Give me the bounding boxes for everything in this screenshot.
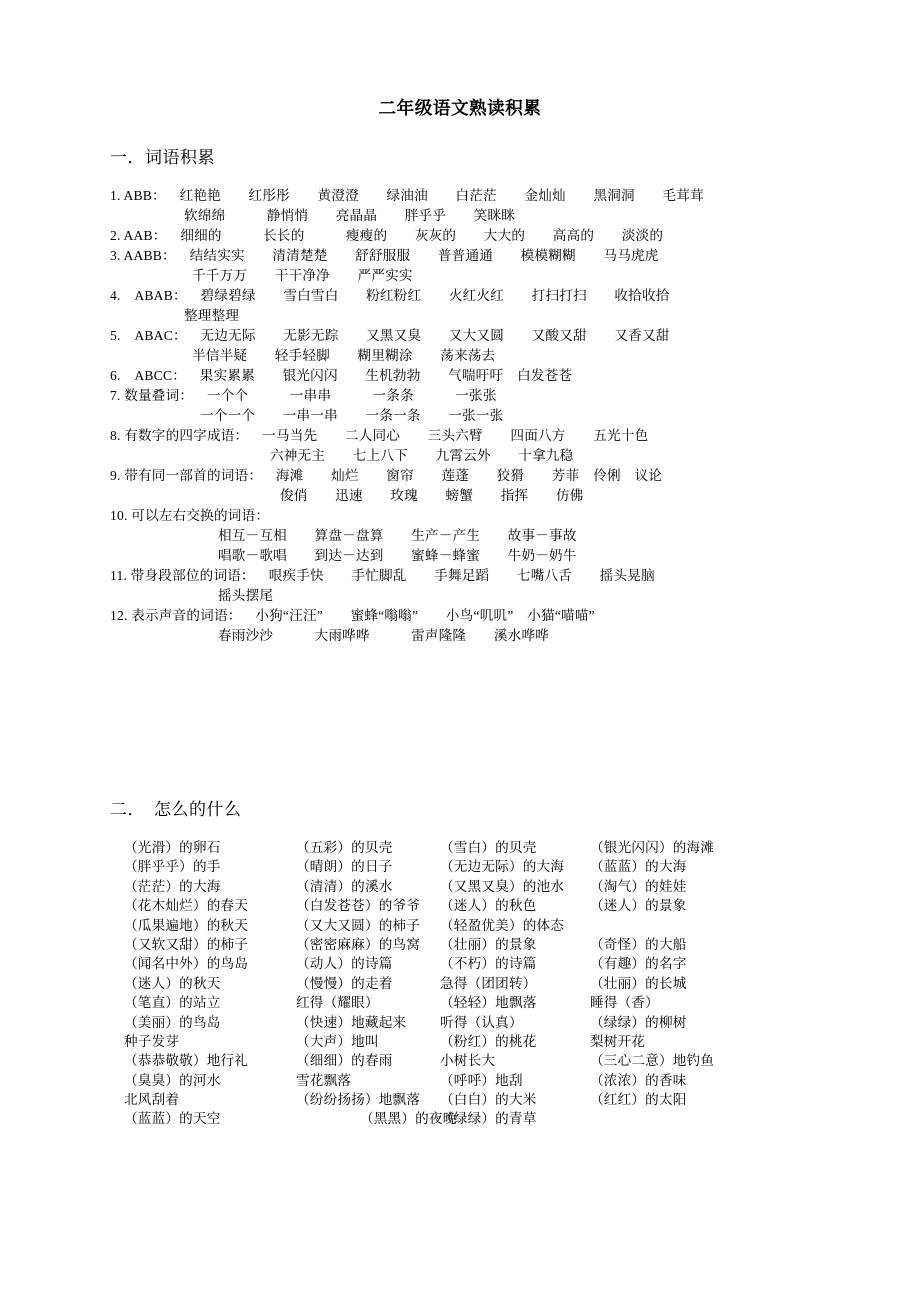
list-item-label: 1. ABB： <box>110 188 166 203</box>
phrase-row <box>110 954 910 973</box>
phrase-row <box>110 993 910 1012</box>
list-item <box>110 246 900 266</box>
phrase-cell: （动人）的诗篇 <box>296 956 393 972</box>
phrase-cell: （花木灿烂）的春天 <box>124 898 249 914</box>
phrase-cell: （茫茫）的大海 <box>124 878 221 894</box>
list-item <box>110 426 900 446</box>
phrase-cell: （壮丽）的长城 <box>590 975 687 991</box>
phrase-cell: （蓝蓝）的大海 <box>590 859 687 875</box>
list-item-words: 碧绿碧绿 雪白雪白 粉红粉红 火红火红 打扫打扫 收拾收拾 <box>186 288 670 303</box>
list-item-label: 4. ABAB： <box>110 288 187 303</box>
phrase-row <box>110 1051 910 1070</box>
list-item <box>110 386 900 406</box>
phrase-cell: （纷纷扬扬）地飘落 <box>296 1092 421 1108</box>
phrase-row <box>110 877 910 896</box>
phrase-row <box>110 974 910 993</box>
phrase-row <box>110 1071 910 1090</box>
list-item-continuation: 六神无主 七上八下 九霄云外 十拿九稳 <box>270 448 574 463</box>
phrase-cell: 北风刮着 <box>124 1092 180 1108</box>
list-item-label: 2. AAB： <box>110 228 167 243</box>
phrase-row <box>110 1109 910 1128</box>
list-item-label: 7. 数量叠词： <box>110 388 194 403</box>
list-item-label: 11. 带身段部位的词语： <box>110 568 255 583</box>
phrase-cell: 雪花飘落 <box>296 1072 352 1088</box>
phrase-cell: （又大又圆）的柿子 <box>296 917 421 933</box>
phrase-cell: （笔直）的站立 <box>124 995 221 1011</box>
phrase-cell: （细细）的春雨 <box>296 1053 393 1069</box>
list-item <box>110 566 900 586</box>
phrase-cell: （光滑）的卵石 <box>124 840 221 855</box>
phrase-cell: 听得（认真） <box>440 1014 523 1030</box>
list-item <box>110 506 900 526</box>
list-item-label: 5. ABAC： <box>110 328 187 343</box>
phrase-cell: （奇怪）的大船 <box>590 936 687 952</box>
phrase-cell: （三心二意）地钓鱼 <box>590 1053 715 1069</box>
phrase-cell: （淘气）的娃娃 <box>590 878 687 894</box>
phrase-cell: （红红）的太阳 <box>590 1092 687 1108</box>
list-item-continuation: 春雨沙沙 大雨哗哗 雷声隆隆 溪水哗哗 <box>218 628 550 643</box>
list-item-continuation: 相互－互相 算盘－盘算 生产－产生 故事－事故 <box>218 528 577 543</box>
phrase-cell: （蓝蓝）的天空 <box>124 1111 221 1127</box>
phrase-cell: （又黑又臭）的池水 <box>440 878 565 894</box>
list-item-continuation: 唱歌－歌唱 到达－达到 蜜蜂－蜂蜜 牛奶－奶牛 <box>218 548 577 563</box>
phrase-row <box>110 838 910 857</box>
list-item <box>110 326 900 346</box>
phrase-row <box>110 1032 910 1051</box>
list-item-label: 9. 带有同一部首的词语： <box>110 468 263 483</box>
phrase-cell: （美丽）的鸟岛 <box>124 1014 221 1030</box>
phrase-cell: （清清）的溪水 <box>296 878 393 894</box>
phrase-cell: （五彩）的贝壳 <box>296 840 393 855</box>
phrase-cell: 梨树开花 <box>590 1033 646 1049</box>
phrase-cell: （黑黑）的夜晚 <box>360 1111 457 1127</box>
section-heading-zenme-de-shenme: 二． 怎么的什么 <box>110 800 242 819</box>
phrase-cell: 睡得（香） <box>590 995 659 1011</box>
phrase-cell: （密密麻麻）的鸟窝 <box>296 936 421 952</box>
list-item-continuation: 千千万万 干干净净 严严实实 <box>192 268 413 283</box>
list-item-label: 12. 表示声音的词语： <box>110 608 242 623</box>
phrase-cell: （胖乎乎）的手 <box>124 859 221 875</box>
list-item <box>110 286 900 306</box>
phrase-row <box>110 935 910 954</box>
list-item <box>110 466 900 486</box>
phrase-cell: （壮丽）的景象 <box>440 936 537 952</box>
phrase-row <box>110 916 910 935</box>
phrase-cell: （轻盈优美）的体态 <box>440 917 565 933</box>
phrase-row <box>110 896 910 915</box>
phrase-cell: （快速）地藏起来 <box>296 1014 407 1030</box>
phrase-cell: 小树长大 <box>440 1053 496 1069</box>
phrase-cell: （瓜果遍地）的秋天 <box>124 917 249 933</box>
phrase-cell: （迷人）的秋天 <box>124 975 221 991</box>
list-item-words: 果实累累 银光闪闪 生机勃勃 气喘吁吁 白发苍苍 <box>186 368 573 383</box>
phrase-cell: （粉红）的桃花 <box>440 1033 537 1049</box>
section-heading-ciyu-jilei: 一．词语积累 <box>110 148 215 167</box>
phrase-cell: （绿绿）的青草 <box>440 1111 537 1127</box>
list-item <box>110 226 900 246</box>
phrase-row <box>110 857 910 876</box>
phrase-cell: （轻轻）地飘落 <box>440 995 537 1011</box>
phrase-cell: （迷人）的秋色 <box>440 898 537 914</box>
page-title: 二年级语文熟读积累 <box>378 98 542 118</box>
phrase-cell: （大声）地叫 <box>296 1033 379 1049</box>
phrase-cell: （绿绿）的柳树 <box>590 1014 687 1030</box>
phrase-row <box>110 1013 910 1032</box>
list-item-words: 一马当先 二人同心 三头六臂 四面八方 五光十色 <box>248 428 649 443</box>
phrase-cell: （银光闪闪）的海滩 <box>590 840 715 855</box>
phrase-cell: 红得（耀眼） <box>296 995 379 1011</box>
list-item-words: 结结实实 清清楚楚 舒舒服服 普普通通 模模糊糊 马马虎虎 <box>175 248 659 263</box>
section2-grid <box>110 838 910 1129</box>
phrase-cell: （不朽）的诗篇 <box>440 956 537 972</box>
list-item-label: 8. 有数字的四字成语： <box>110 428 249 443</box>
phrase-cell: （白白）的大米 <box>440 1092 537 1108</box>
phrase-cell: （恭恭敬敬）地行礼 <box>124 1053 249 1069</box>
list-item-continuation: 整理整理 <box>184 308 240 323</box>
list-item-continuation: 软绵绵 静悄悄 亮晶晶 胖乎乎 笑眯眯 <box>184 208 516 223</box>
phrase-cell: （又软又甜）的柿子 <box>124 936 249 952</box>
list-item-continuation: 一个一个 一串一串 一条一条 一张一张 <box>200 408 504 423</box>
list-item-label: 6. ABCC： <box>110 368 187 383</box>
phrase-cell: （晴朗）的日子 <box>296 859 393 875</box>
list-item-words: 海滩 灿烂 窗帘 莲蓬 狡猾 芳菲 伶俐 议论 <box>262 468 663 483</box>
list-item-words: 小狗“汪汪” 蜜蜂“嗡嗡” 小鸟“叽叽” 小猫“喵喵” <box>241 608 595 623</box>
list-item <box>110 606 900 626</box>
phrase-cell: （无边无际）的大海 <box>440 859 565 875</box>
list-item-words: 一个个 一串串 一条条 一张张 <box>193 388 497 403</box>
list-item <box>110 366 900 386</box>
phrase-cell: （有趣）的名字 <box>590 956 687 972</box>
phrase-cell: （闻名中外）的鸟岛 <box>124 956 249 972</box>
list-item-continuation: 摇头摆尾 <box>218 588 274 603</box>
list-item-words: 红艳艳 红彤彤 黄澄澄 绿油油 白茫茫 金灿灿 黑洞洞 毛茸茸 <box>165 188 704 203</box>
phrase-cell: （迷人）的景象 <box>590 898 687 914</box>
section1-list <box>110 186 900 646</box>
list-item-words: 细细的 长长的 瘦瘦的 灰灰的 大大的 高高的 淡淡的 <box>166 228 664 243</box>
list-item <box>110 186 900 206</box>
list-item-words: 哏疾手快 手忙脚乱 手舞足蹈 七嘴八舌 摇头晃脑 <box>254 568 655 583</box>
phrase-row <box>110 1090 910 1109</box>
list-item-continuation: 半信半疑 轻手轻脚 糊里糊涂 荡来荡去 <box>192 348 496 363</box>
phrase-cell: 急得（团团转） <box>440 975 537 991</box>
phrase-cell: （臭臭）的河水 <box>124 1072 221 1088</box>
phrase-cell: （白发苍苍）的爷爷 <box>296 898 421 914</box>
list-item-label: 10. 可以左右交换的词语： <box>110 508 270 523</box>
list-item-label: 3. AABB： <box>110 248 176 263</box>
phrase-cell: （浓浓）的香味 <box>590 1072 687 1088</box>
list-item-continuation: 俊俏 迅速 玫瑰 螃蟹 指挥 仿佛 <box>280 488 584 503</box>
list-item-words: 无边无际 无影无踪 又黑又臭 又大又圆 又酸又甜 又香又甜 <box>186 328 670 343</box>
phrase-cell: 种子发芽 <box>124 1033 180 1049</box>
phrase-cell: （呼呼）地刮 <box>440 1072 523 1088</box>
phrase-cell: （慢慢）的走着 <box>296 975 393 991</box>
phrase-cell: （雪白）的贝壳 <box>440 840 537 855</box>
